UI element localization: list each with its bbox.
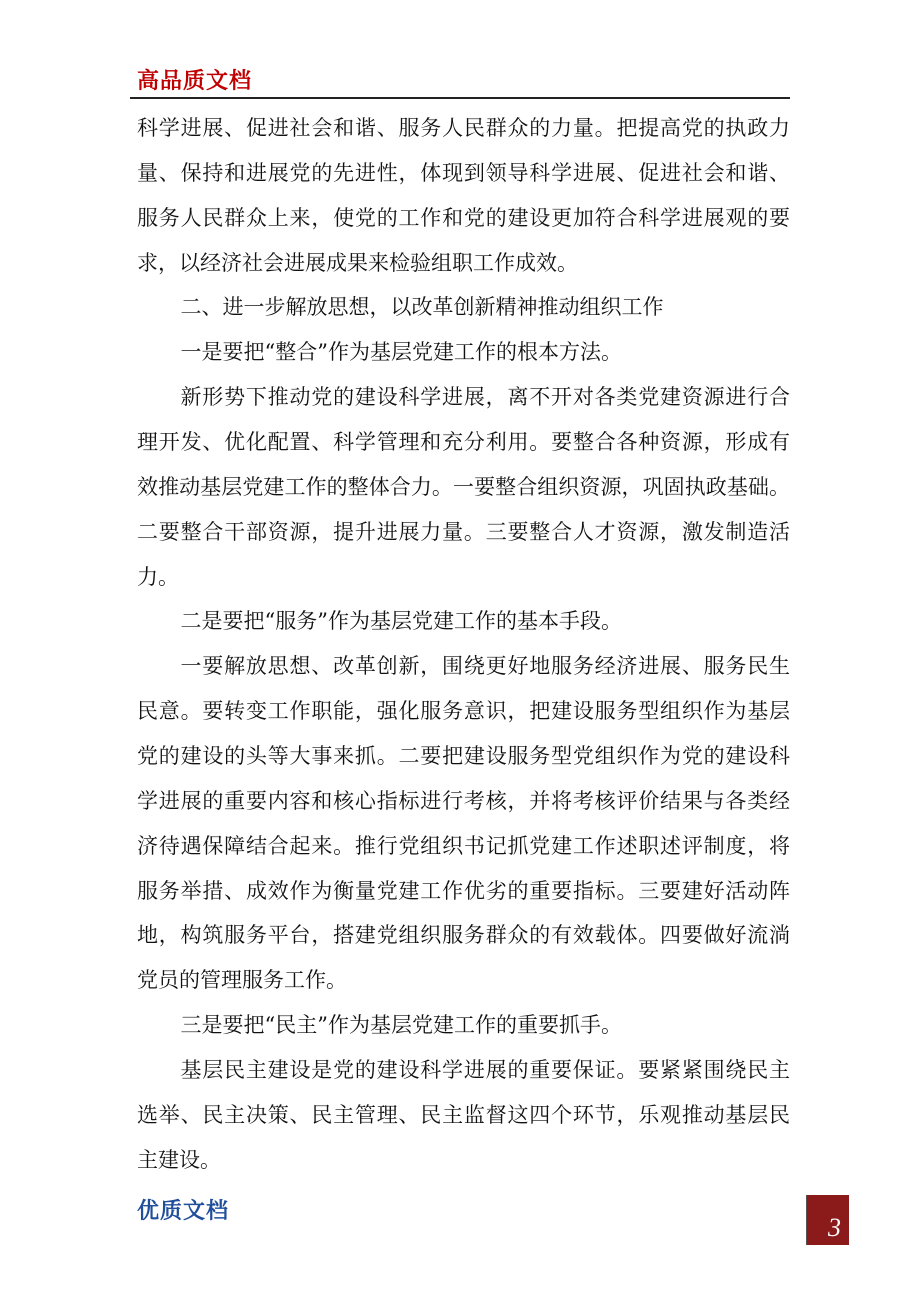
- body-line: 党员的管理服务工作。: [137, 968, 347, 993]
- body-line: 求，以经济社会进展成果来检验组职工作成效。: [137, 250, 578, 275]
- body-line: 济待遇保障结合起来。推行党组织书记抓党建工作述职述评制度，将: [137, 833, 790, 858]
- body-line: 地，构筑服务平台，搭建党组织服务群众的有效载体。四要做好流淌: [137, 923, 790, 948]
- body-line: 主建设。: [137, 1147, 221, 1172]
- body-line: 基层民主建设是党的建设科学进展的重要保证。要紧紧围绕民主: [180, 1058, 790, 1083]
- body-line: 党的建设的头等大事来抓。二要把建设服务型党组织作为党的建设科: [137, 744, 790, 769]
- subheading: 三是要把“民主”作为基层党建工作的重要抓手。: [180, 1013, 622, 1038]
- body-line: 力。: [137, 564, 179, 589]
- body-line: 量、保持和进展党的先进性，体现到领导科学进展、促进社会和谐、: [137, 160, 790, 185]
- body-line: 理开发、优化配置、科学管理和充分利用。要整合各种资源，形成有: [137, 430, 790, 455]
- body-line: 民意。要转变工作职能，强化服务意识，把建设服务型组织作为基层: [137, 699, 790, 724]
- subheading: 二是要把“服务”作为基层党建工作的基本手段。: [180, 609, 622, 634]
- body-line: 服务举措、成效作为衡量党建工作优劣的重要指标。三要建好活动阵: [137, 878, 790, 903]
- body-line: 科学进展、促进社会和谐、服务人民群众的力量。把提高党的执政力: [137, 116, 790, 140]
- subheading: 一是要把“整合”作为基层党建工作的根本方法。: [180, 340, 622, 365]
- page-header-title: 高品质文档: [137, 69, 253, 94]
- body-line: 二要整合干部资源，提升进展力量。三要整合人才资源，激发制造活: [137, 519, 790, 544]
- body-line: 学进展的重要内容和核心指标进行考核，并将考核评价结果与各类经: [137, 788, 790, 813]
- body-line: 新形势下推动党的建设科学进展，离不开对各类党建资源进行合: [180, 385, 790, 410]
- header-divider: [130, 97, 790, 99]
- page-number-box: [806, 1195, 849, 1245]
- body-line: 一要解放思想、改革创新，围绕更好地服务经济进展、服务民生: [180, 654, 790, 679]
- body-line: 服务人民群众上来，使党的工作和党的建设更加符合科学进展观的要: [137, 205, 790, 230]
- body-line: 选举、民主决策、民主管理、民主监督这四个环节，乐观推动基层民: [137, 1102, 790, 1127]
- section-heading: 二、进一步解放思想，以改革创新精神推动组织工作: [180, 295, 664, 320]
- page-footer-label: 优质文档: [137, 1199, 230, 1224]
- page-number: 3: [828, 1213, 841, 1242]
- document-body: [137, 106, 790, 1183]
- body-line: 效推动基层党建工作的整体合力。一要整合组织资源，巩固执政基础。: [137, 474, 790, 499]
